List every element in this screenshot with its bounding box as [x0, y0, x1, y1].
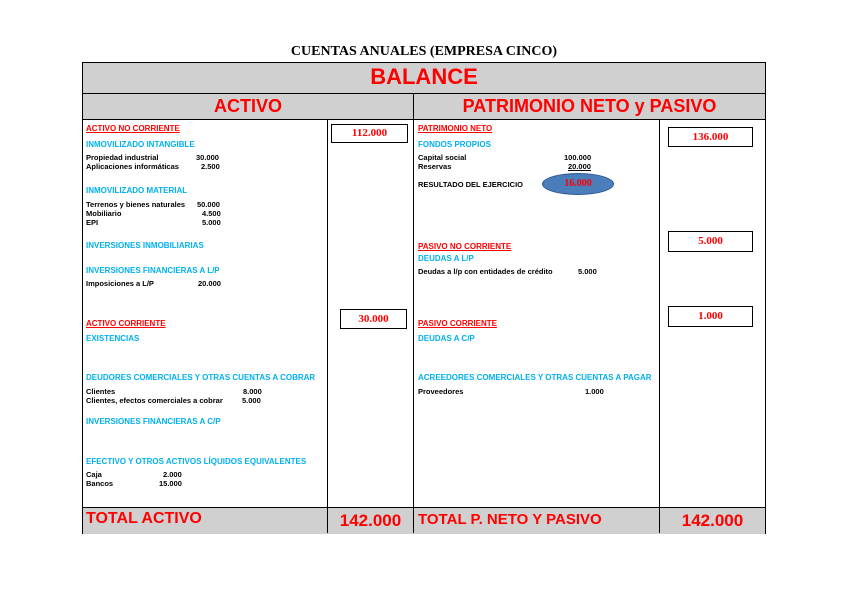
total-pasivo-label: TOTAL P. NETO Y PASIVO: [418, 511, 602, 528]
existencias-label: EXISTENCIAS: [86, 334, 140, 343]
total-activo-label: TOTAL ACTIVO: [86, 510, 202, 527]
inmobiliarias-label: INVERSIONES INMOBILIARIAS: [86, 241, 204, 250]
pasivo-header: PATRIMONIO NETO y PASIVO: [462, 96, 717, 116]
activo-no-corriente-label: ACTIVO NO CORRIENTE: [86, 124, 180, 133]
row-value: 20.000: [198, 279, 221, 288]
row-label: EPI: [86, 218, 99, 227]
row-label: Caja: [86, 470, 102, 479]
financieras-cp-label: INVERSIONES FINANCIERAS A C/P: [86, 417, 221, 426]
patrimonio-neto-total: 136.000: [668, 127, 753, 147]
patrimonio-neto-label: PATRIMONIO NETO: [418, 124, 493, 133]
row-label: Clientes: [86, 387, 116, 396]
divider-line: [327, 119, 328, 533]
row-value: 50.000: [197, 200, 220, 209]
row-label: Propiedad industrial: [86, 153, 159, 162]
row-label: Capital social: [418, 153, 467, 162]
row-label: Bancos: [86, 479, 114, 488]
activo-corriente-label: ACTIVO CORRIENTE: [86, 319, 166, 328]
deudas-cp-label: DEUDAS A C/P: [418, 334, 475, 343]
intangible-label: INMOVILIZADO INTANGIBLE: [86, 140, 195, 149]
efectivo-label: EFECTIVO Y OTROS ACTIVOS LÍQUIDOS EQUIVALENTES: [86, 457, 307, 466]
divider-line: [659, 119, 660, 533]
pasivo-no-corriente-label: PASIVO NO CORRIENTE: [418, 242, 512, 251]
balance-title: BALANCE: [370, 64, 478, 89]
row-value: 100.000: [564, 153, 592, 162]
material-label: INMOVILIZADO MATERIAL: [86, 186, 188, 195]
row-value: 5.000: [202, 218, 221, 227]
fondos-propios-label: FONDOS PROPIOS: [418, 140, 491, 149]
row-label: Terrenos y bienes naturales: [86, 200, 186, 209]
row-value: 15.000: [159, 479, 182, 488]
row-label: Proveedores: [418, 387, 464, 396]
row-label: Imposiciones a L/P: [86, 279, 154, 288]
deudas-lp-label: DEUDAS A L/P: [418, 254, 474, 263]
row-value: 20.000: [568, 162, 591, 171]
resultado-label: RESULTADO DEL EJERCICIO: [418, 180, 524, 189]
row-value: 5.000: [242, 396, 261, 405]
pasivo-corriente-label: PASIVO CORRIENTE: [418, 319, 497, 328]
row-label: Deudas a l/p con entidades de crédito: [418, 267, 553, 276]
row-value: 30.000: [196, 153, 219, 162]
row-label: Clientes, efectos comerciales a cobrar: [86, 396, 223, 405]
row-value: 2.000: [163, 470, 182, 479]
row-value: 2.500: [201, 162, 220, 171]
pasivo-corriente-total: 1.000: [668, 306, 753, 327]
row-label: Aplicaciones informáticas: [86, 162, 179, 171]
acreedores-label: ACREEDORES COMERCIALES Y OTRAS CUENTAS A PAGAR: [418, 373, 652, 382]
resultado-value: 16.000: [564, 178, 592, 189]
pasivo-no-corriente-total: 5.000: [668, 231, 753, 252]
row-value: 1.000: [585, 387, 604, 396]
row-label: Mobiliario: [86, 209, 122, 218]
row-value: 8.000: [243, 387, 262, 396]
document-title: CUENTAS ANUALES (EMPRESA CINCO): [290, 44, 558, 59]
row-value: 5.000: [578, 267, 597, 276]
activo-corriente-total: 30.000: [340, 309, 407, 329]
row-label: Reservas: [418, 162, 452, 171]
row-value: 4.500: [202, 209, 221, 218]
activo-header: ACTIVO: [213, 96, 282, 116]
divider-line: [413, 94, 414, 533]
deudores-label: DEUDORES COMERCIALES Y OTRAS CUENTAS A COBRAR: [86, 373, 316, 382]
total-activo-value: 142.000: [339, 511, 402, 530]
activo-no-corriente-total: 112.000: [331, 124, 408, 143]
financieras-lp-label: INVERSIONES FINANCIERAS A L/P: [86, 266, 220, 275]
total-pasivo-value: 142.000: [681, 511, 744, 530]
